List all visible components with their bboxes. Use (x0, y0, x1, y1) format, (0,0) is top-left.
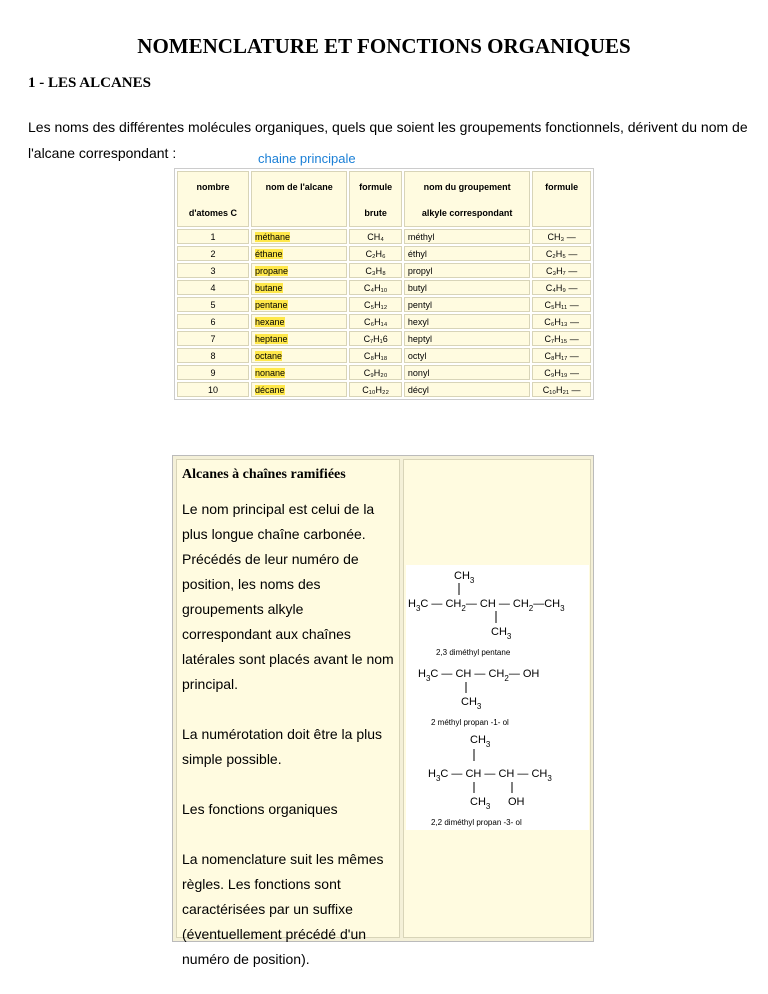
table-row (177, 297, 591, 312)
svg-text:CH3: $CH_3$ (470, 734, 491, 749)
cell-text: butyl (407, 282, 427, 293)
table-cell (251, 280, 347, 295)
header-line: nom du groupement (423, 182, 511, 192)
chain-label: chaine principale (258, 151, 356, 166)
table-cell (349, 297, 402, 312)
cell-text: 1 (210, 231, 216, 242)
cell-text: CH₃ — (547, 231, 576, 242)
cell-text: 2 (210, 248, 216, 259)
ramified-table (172, 455, 594, 967)
table-row (177, 331, 591, 346)
paragraph: Le nom principal est celui de la plus longue chaîne carbonée. Précédés de leur numéro de position, les noms des groupements alkyle correspondant aux chaînes latérales sont placés avant le nom principal. (182, 501, 394, 692)
table-cell (177, 280, 249, 295)
svg-text:CH3: $CH_3$ (461, 696, 482, 711)
table-row (177, 246, 591, 261)
table-cell (532, 331, 591, 346)
header-line: alkyle correspondant (421, 208, 513, 218)
header-line: formule (545, 182, 579, 192)
cell-text: C₂H₅ — (545, 248, 578, 259)
table-cell (349, 331, 402, 346)
alkane-name: heptane (254, 333, 288, 344)
header-line: nombre (196, 182, 230, 192)
cell-text: pentyl (407, 299, 432, 310)
alkane-name: nonane (254, 367, 286, 378)
column-header (349, 171, 402, 227)
cell-text: 7 (210, 333, 216, 344)
column-header (251, 171, 347, 227)
alkane-name: octane (254, 350, 283, 361)
cell-text: 5 (210, 299, 216, 310)
header-line (255, 200, 343, 226)
table-cell (177, 297, 249, 312)
cell-text: éthyl (407, 248, 427, 259)
structure-1 (408, 570, 565, 657)
table-row (177, 314, 591, 329)
structure-name: 2 méthyl propan -1- ol (431, 718, 509, 727)
table-row (177, 229, 591, 244)
cell-text: C₃H₈ (365, 265, 386, 276)
table-cell (251, 365, 347, 380)
header-line (536, 200, 587, 226)
svg-text:H3C — CH2— CH — CH2—CH3: $H_3C$ — $CH_2—$ CH — $CH_2—CH_3$ (408, 598, 565, 613)
table-cell (404, 297, 530, 312)
table-cell (404, 365, 530, 380)
ramified-heading: Alcanes à chaînes ramifiées (182, 467, 346, 482)
cell-text: C₅H₁₂ (364, 299, 388, 310)
cell-text: 8 (210, 350, 216, 361)
cell-text: C₂H₆ (365, 248, 386, 259)
column-header (177, 171, 249, 227)
cell-text: C₅H₁₁ — (544, 299, 579, 310)
cell-text: 6 (210, 316, 216, 327)
table-row (177, 382, 591, 397)
table-cell (349, 314, 402, 329)
cell-text: 9 (210, 367, 216, 378)
structural-formulas-image (406, 565, 589, 830)
cell-text: propyl (407, 265, 433, 276)
cell-text: 3 (210, 265, 216, 276)
svg-text:CH3: $CH_3$ (470, 796, 491, 811)
table-cell (177, 348, 249, 363)
structures-cell (403, 459, 591, 938)
table-cell (349, 382, 402, 397)
table-cell (349, 229, 402, 244)
cell-text: C₈H₁₇ — (544, 350, 579, 361)
alkane-name: propane (254, 265, 289, 276)
table-cell (532, 297, 591, 312)
structure-3 (428, 734, 552, 827)
cell-text: CH₄ (367, 231, 384, 242)
table-cell (251, 314, 347, 329)
table-cell (177, 263, 249, 278)
table-cell (251, 229, 347, 244)
table-cell (404, 280, 530, 295)
table-cell (349, 365, 402, 380)
table-cell (251, 348, 347, 363)
table-cell (532, 365, 591, 380)
structure-2 (418, 668, 539, 727)
table-cell (349, 263, 402, 278)
cell-text: 4 (210, 282, 216, 293)
table-cell (177, 365, 249, 380)
cell-text: nonyl (407, 367, 430, 378)
table-row (177, 365, 591, 380)
table-cell (177, 229, 249, 244)
cell-text: C₉H₁₉ — (544, 367, 579, 378)
cell-text: C₆H₁₃ — (544, 316, 580, 327)
table-cell (251, 382, 347, 397)
table-cell (532, 314, 591, 329)
table-cell (349, 280, 402, 295)
cell-text: C₁₀H₂₁ — (542, 384, 581, 395)
table-cell (349, 246, 402, 261)
svg-text:H3C — CH — CH2— OH: $H_3C$ — CH — $CH_2—$ OH (418, 668, 540, 683)
cell-text: C₁₀H₂₂ (362, 384, 390, 395)
table-cell (251, 246, 347, 261)
header-line: nom de l'alcane (265, 182, 333, 192)
cell-text: C₉H₂₀ (363, 367, 388, 378)
table-cell (404, 246, 530, 261)
cell-text: C₄H₁₀ (363, 282, 388, 293)
svg-text:CH3: $CH_3$ (491, 626, 512, 641)
cell-text: 10 (207, 384, 218, 395)
table-cell (251, 263, 347, 278)
alkane-table (174, 168, 594, 400)
structure-name: 2,3 diméthyl pentane (436, 648, 511, 657)
table-cell (532, 280, 591, 295)
alkane-name: méthane (254, 231, 291, 242)
table-cell (177, 331, 249, 346)
svg-text:OH: OH (508, 796, 525, 808)
table-cell (404, 331, 530, 346)
intro-paragraph: Les noms des différentes molécules organiques, quels que soient les groupements fonctionnels, dérivent du nom de l'alcane correspondant : (28, 119, 748, 161)
svg-text:H3C — CH — CH — CH3: $H_3C$ — CH — CH — $CH_3$ (428, 768, 552, 783)
table-row (177, 263, 591, 278)
header-line: brute (364, 208, 387, 218)
cell-text: octyl (407, 350, 427, 361)
table-cell (177, 246, 249, 261)
paragraph: La numérotation doit être la plus simple possible. (182, 726, 383, 767)
section-heading: 1 - LES ALCANES (28, 75, 151, 91)
page-title: NOMENCLATURE ET FONCTIONS ORGANIQUES (137, 34, 631, 58)
cell-text: C₃H₇ — (545, 265, 578, 276)
cell-text: C₈H₁₈ (363, 350, 388, 361)
cell-text: décyl (407, 384, 429, 395)
alkane-name: décane (254, 384, 285, 395)
column-header (532, 171, 591, 227)
table-cell (251, 331, 347, 346)
table-cell (251, 297, 347, 312)
svg-text:CH3: $CH_3$ (454, 570, 475, 585)
explanation-cell (176, 459, 400, 967)
table-row (177, 348, 591, 363)
paragraph: La nomenclature suit les mêmes règles. Les fonctions sont caractérisées par un suffixe (éventuellement précédé d'un numéro de position). (182, 851, 384, 967)
table-cell (404, 263, 530, 278)
alkane-name: butane (254, 282, 283, 293)
functions-heading: Les fonctions organiques (182, 801, 338, 817)
structure-name: 2,2 diméthyl propan -3- ol (431, 818, 522, 827)
table-cell (177, 382, 249, 397)
cell-text: C₇H₁₅ — (544, 333, 579, 344)
header-line: formule (359, 182, 393, 192)
table-cell (349, 348, 402, 363)
cell-text: C₄H₉ — (545, 282, 578, 293)
cell-text: C₇H₁6 (363, 333, 388, 344)
table-cell (532, 229, 591, 244)
cell-text: C₆H₁₄ (363, 316, 388, 327)
table-cell (532, 382, 591, 397)
table-cell (404, 314, 530, 329)
cell-text: heptyl (407, 333, 432, 344)
table-cell (532, 348, 591, 363)
table-cell (404, 382, 530, 397)
table-cell (404, 229, 530, 244)
table-cell (532, 263, 591, 278)
alkane-name: éthane (254, 248, 283, 259)
table-cell (532, 246, 591, 261)
cell-text: méthyl (407, 231, 435, 242)
table-cell (404, 348, 530, 363)
table-row (177, 280, 591, 295)
alkane-name: pentane (254, 299, 288, 310)
cell-text: hexyl (407, 316, 429, 327)
alkane-name: hexane (254, 316, 285, 327)
table-cell (177, 314, 249, 329)
header-line: d'atomes C (188, 208, 238, 218)
column-header (404, 171, 530, 227)
